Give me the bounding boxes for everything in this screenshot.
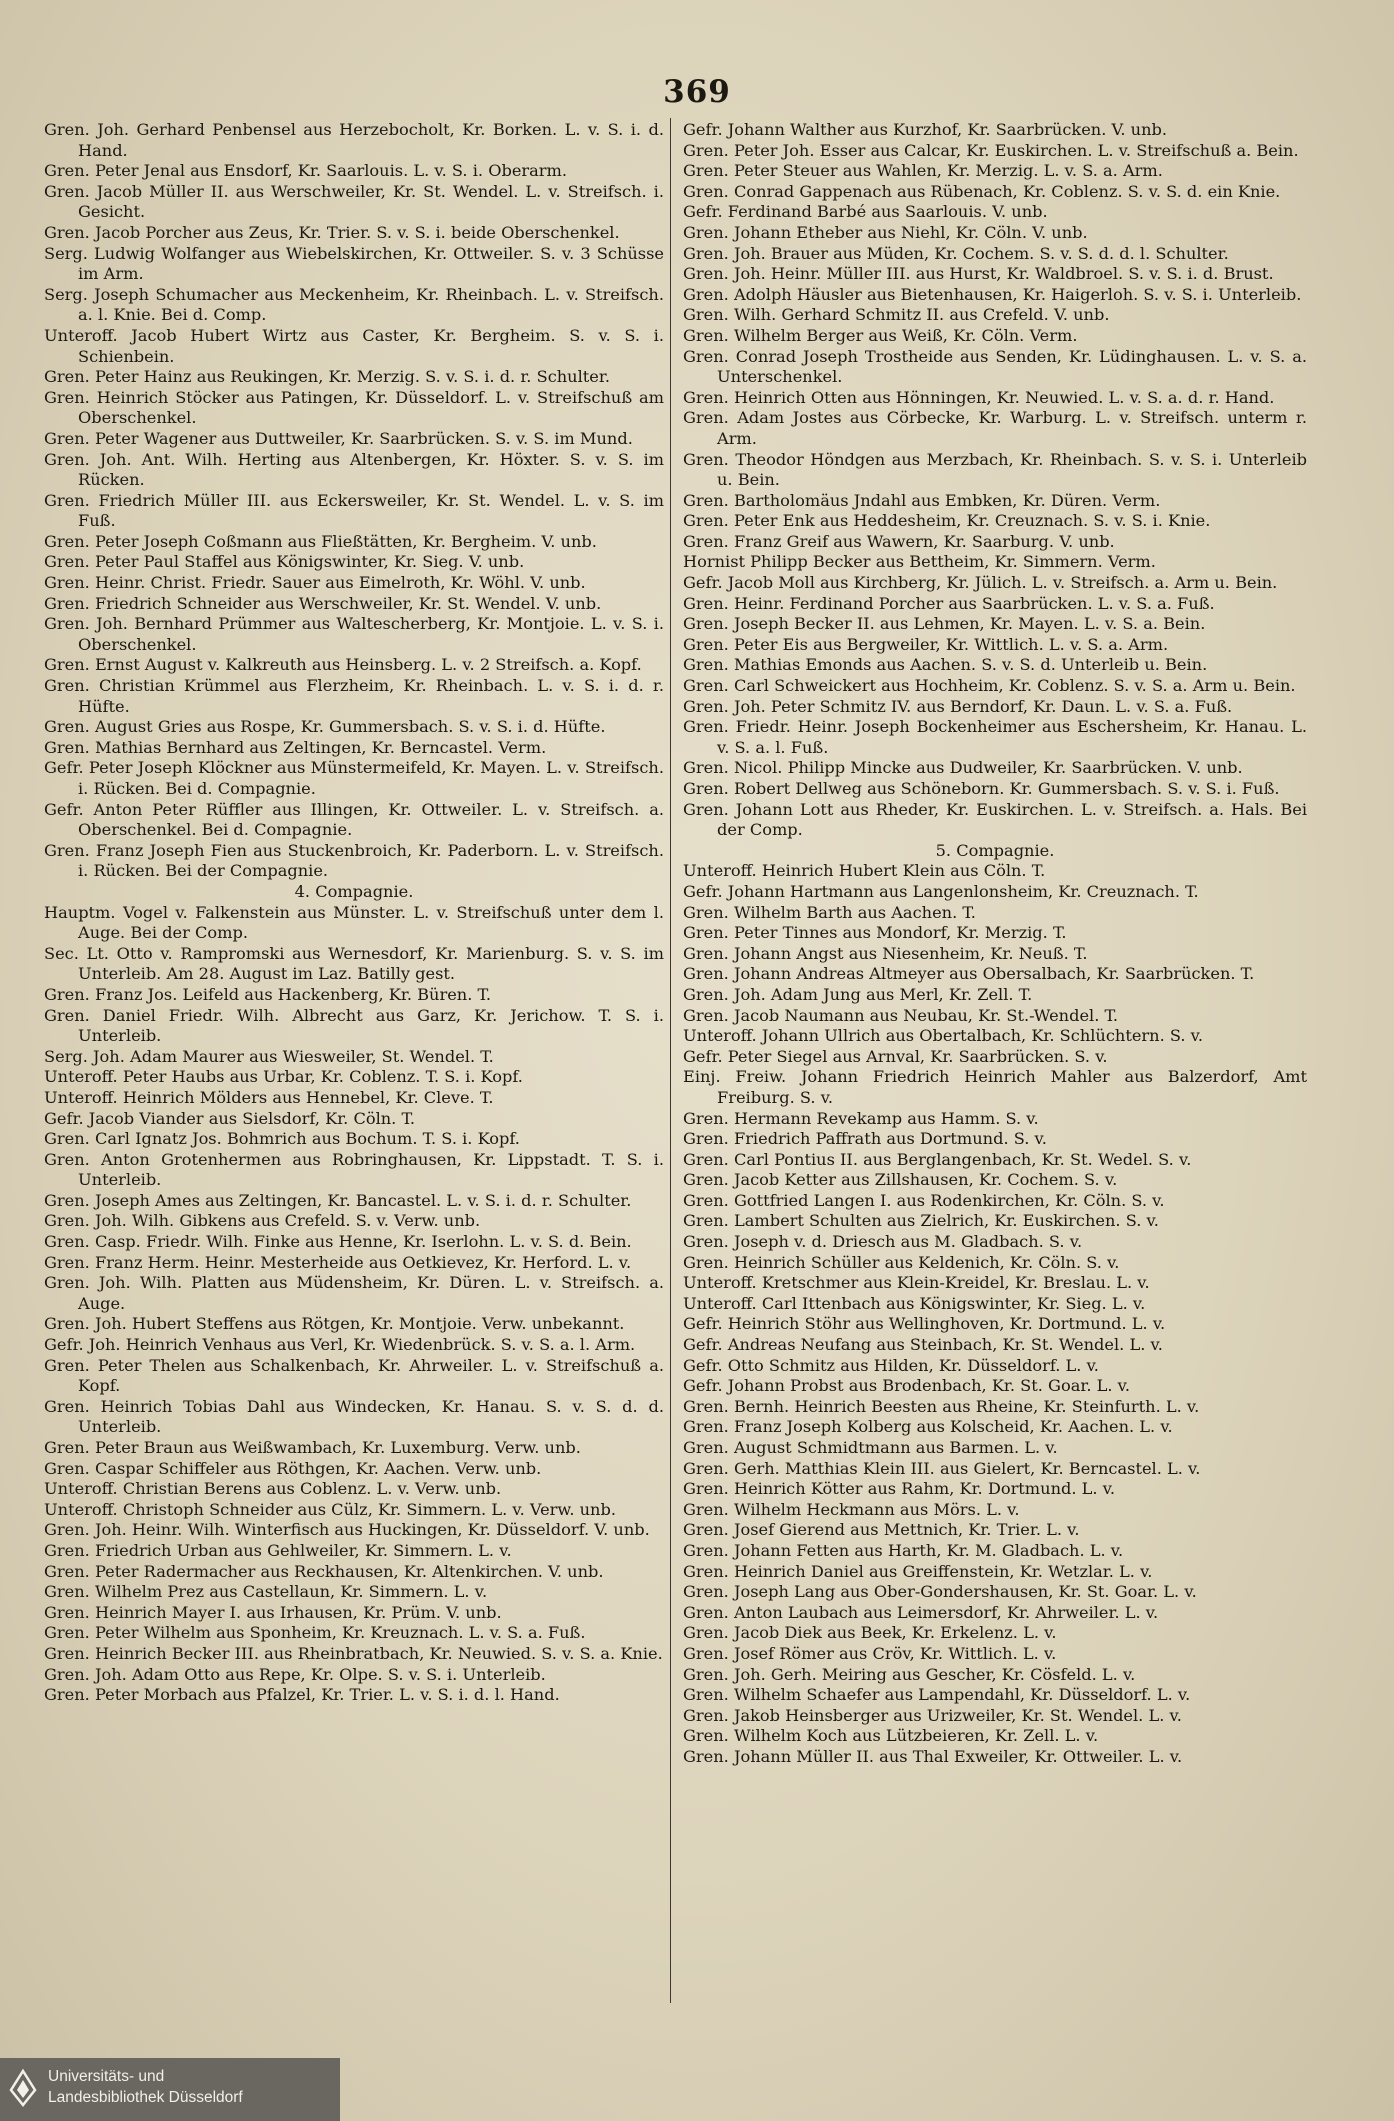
casualty-entry: Gren. Hermann Revekamp aus Hamm. S. v. bbox=[683, 1108, 1039, 1128]
casualty-entry: Gren. Heinrich Tobias Dahl aus Windecken, Kr. Hanau. S. v. S. d. d. Unterleib. bbox=[44, 1396, 664, 1437]
casualty-entry: Hauptm. Vogel v. Falkenstein aus Münster. L. v. Streifschuß unter dem l. Auge. Bei der Comp. bbox=[44, 902, 664, 943]
casualty-entry: Unteroff. Kretschmer aus Klein-Kreidel, Kr. Breslau. L. v. bbox=[683, 1273, 1150, 1293]
casualty-entry: Gren. Johann Andreas Altmeyer aus Obersalbach, Kr. Saarbrücken. T. bbox=[683, 964, 1255, 984]
casualty-entry: Gren. Mathias Emonds aus Aachen. S. v. S. d. Unterleib u. Bein. bbox=[683, 655, 1208, 675]
casualty-entry: Unteroff. Johann Ullrich aus Obertalbach, Kr. Schlüchtern. S. v. bbox=[683, 1026, 1204, 1046]
casualty-entry: Gren. Peter Hainz aus Reukingen, Kr. Merzig. S. v. S. i. d. r. Schulter. bbox=[44, 367, 610, 387]
casualty-entry: Gren. Anton Grotenhermen aus Robringhausen, Kr. Lippstadt. T. S. i. Unterleib. bbox=[44, 1149, 664, 1190]
casualty-entry: Gren. Joh. Heinr. Müller III. aus Hurst, Kr. Waldbroel. S. v. S. i. d. Brust. bbox=[683, 264, 1274, 284]
casualty-entry: Gren. Peter Wilhelm aus Sponheim, Kr. Kreuznach. L. v. S. a. Fuß. bbox=[44, 1623, 586, 1643]
casualty-entry: Gren. Joseph v. d. Driesch aus M. Gladbach. S. v. bbox=[683, 1232, 1083, 1252]
casualty-entry: Gefr. Peter Joseph Klöckner aus Münstermeifeld, Kr. Mayen. L. v. Streifsch. i. Rücken. Bei d. Compagnie. bbox=[44, 758, 664, 798]
casualty-entry: Unteroff. Peter Haubs aus Urbar, Kr. Coblenz. T. S. i. Kopf. bbox=[44, 1067, 523, 1087]
casualty-entry: Gren. Heinrich Becker III. aus Rheinbratbach, Kr. Neuwied. S. v. S. a. Knie. bbox=[44, 1643, 663, 1663]
casualty-entry: Gren. Carl Pontius II. aus Berglangenbach, Kr. St. Wedel. S. v. bbox=[683, 1149, 1192, 1169]
casualty-entry: Gren. Peter Tinnes aus Mondorf, Kr. Merzig. T. bbox=[683, 923, 1067, 943]
casualty-entry: Gefr. Heinrich Stöhr aus Wellinghoven, Kr. Dortmund. L. v. bbox=[683, 1314, 1166, 1334]
casualty-entry: Gren. Peter Steuer aus Wahlen, Kr. Merzig. L. v. S. a. Arm. bbox=[683, 161, 1163, 181]
casualty-entry: Gren. August Gries aus Rospe, Kr. Gummersbach. S. v. S. i. d. Hüfte. bbox=[44, 717, 606, 737]
casualty-entry: Gren. Wilhelm Berger aus Weiß, Kr. Cöln. Verm. bbox=[683, 325, 1078, 345]
casualty-entry: Gefr. Anton Peter Rüffler aus Illingen, Kr. Ottweiler. L. v. Streifsch. a. Oberschenkel. Bei d. Compagnie. bbox=[44, 799, 664, 840]
casualty-entry: Gren. Joh. Gerhard Penbensel aus Herzebocholt, Kr. Borken. L. v. S. i. d. Hand. bbox=[44, 120, 664, 160]
footer-line-2: Landesbibliothek Düsseldorf bbox=[48, 2089, 243, 2106]
casualty-entry: Gren. Joh. Brauer aus Müden, Kr. Cochem. S. v. S. d. d. l. Schulter. bbox=[683, 243, 1229, 263]
casualty-entry: Gren. August Schmidtmann aus Barmen. L. v. bbox=[683, 1438, 1058, 1457]
casualty-entry: Unteroff. Christian Berens aus Coblenz. L. v. Verw. unb. bbox=[44, 1479, 502, 1499]
casualty-entry: Gren. Johann Müller II. aus Thal Exweiler, Kr. Ottweiler. L. v. bbox=[683, 1746, 1183, 1766]
casualty-entry: Gren. Heinrich Mayer I. aus Irhausen, Kr. Prüm. V. unb. bbox=[44, 1602, 502, 1622]
casualty-entry: Serg. Ludwig Wolfanger aus Wiebelskirchen, Kr. Ottweiler. S. v. 3 Schüsse im Arm. bbox=[44, 243, 664, 284]
left-column bbox=[44, 120, 664, 1706]
section-heading: 4. Compagnie. bbox=[294, 881, 414, 901]
ulb-logo-icon bbox=[8, 2068, 38, 2108]
casualty-entry: Gefr. Peter Siegel aus Arnval, Kr. Saarbrücken. S. v. bbox=[683, 1046, 1108, 1066]
casualty-entry: Unteroff. Carl Ittenbach aus Königswinter, Kr. Sieg. L. v. bbox=[683, 1293, 1146, 1313]
casualty-entry: Gefr. Jacob Moll aus Kirchberg, Kr. Jülich. L. v. Streifsch. a. Arm u. Bein. bbox=[683, 573, 1278, 593]
casualty-entry: Gren. Heinrich Stöcker aus Patingen, Kr. Düsseldorf. L. v. Streifschuß am Oberschenkel. bbox=[44, 387, 664, 428]
column-divider bbox=[670, 118, 671, 2003]
casualty-entry: Gren. Jacob Müller II. aus Werschweiler, Kr. St. Wendel. L. v. Streifsch. i. Gesicht. bbox=[44, 181, 664, 222]
casualty-entry: Gren. Joh. Heinr. Wilh. Winterfisch aus Huckingen, Kr. Düsseldorf. V. unb. bbox=[44, 1520, 650, 1540]
casualty-entry: Gren. Gerh. Matthias Klein III. aus Gielert, Kr. Berncastel. L. v. bbox=[683, 1458, 1201, 1478]
casualty-entry: Gefr. Johann Hartmann aus Langenlonsheim, Kr. Creuznach. T. bbox=[683, 881, 1199, 901]
casualty-entry: Unteroff. Heinrich Mölders aus Hennebel, Kr. Cleve. T. bbox=[44, 1087, 494, 1107]
casualty-entry: Gren. Franz Herm. Heinr. Mesterheide aus Oetkievez, Kr. Herford. L. v. bbox=[44, 1252, 632, 1272]
casualty-entry: Gefr. Johann Walther aus Kurzhof, Kr. Saarbrücken. V. unb. bbox=[683, 120, 1168, 139]
right-column bbox=[683, 120, 1307, 1768]
casualty-entry: Gren. Gottfried Langen I. aus Rodenkirchen, Kr. Cöln. S. v. bbox=[683, 1190, 1165, 1210]
casualty-entry: Gren. Wilhelm Koch aus Lützbeieren, Kr. Zell. L. v. bbox=[683, 1726, 1099, 1746]
casualty-entry: Gren. Josef Römer aus Cröv, Kr. Wittlich. L. v. bbox=[683, 1643, 1057, 1663]
casualty-entry: Gren. Peter Paul Staffel aus Königswinter, Kr. Sieg. V. unb. bbox=[44, 552, 525, 572]
casualty-entry: Gren. Joh. Hubert Steffens aus Rötgen, Kr. Montjoie. Verw. unbekannt. bbox=[44, 1314, 625, 1334]
casualty-entry: Gren. Carl Schweickert aus Hochheim, Kr. Coblenz. S. v. S. a. Arm u. Bein. bbox=[683, 676, 1296, 696]
casualty-entry: Gren. Christian Krümmel aus Flerzheim, Kr. Rheinbach. L. v. S. i. d. r. Hüfte. bbox=[44, 676, 664, 716]
casualty-entry: Gren. Wilhelm Heckmann aus Mörs. L. v. bbox=[683, 1499, 1020, 1519]
casualty-entry: Gren. Caspar Schiffeler aus Röthgen, Kr. Aachen. Verw. unb. bbox=[44, 1458, 542, 1478]
casualty-entry: Gren. Peter Jenal aus Ensdorf, Kr. Saarlouis. L. v. S. i. Oberarm. bbox=[44, 161, 568, 181]
casualty-entry: Gren. Nicol. Philipp Mincke aus Dudweiler, Kr. Saarbrücken. V. unb. bbox=[683, 758, 1243, 778]
casualty-entry: Gren. Friedrich Müller III. aus Eckersweiler, Kr. St. Wendel. L. v. S. im Fuß. bbox=[44, 490, 664, 531]
casualty-entry: Gren. Mathias Bernhard aus Zeltingen, Kr. Berncastel. Verm. bbox=[44, 737, 547, 757]
casualty-entry: Gren. Heinrich Schüller aus Keldenich, Kr. Cöln. S. v. bbox=[683, 1252, 1120, 1272]
casualty-entry: Gefr. Andreas Neufang aus Steinbach, Kr. St. Wendel. L. v. bbox=[683, 1335, 1163, 1355]
casualty-entry: Unteroff. Jacob Hubert Wirtz aus Caster, Kr. Bergheim. S. v. S. i. Schienbein. bbox=[44, 325, 664, 366]
casualty-entry: Gren. Peter Eis aus Bergweiler, Kr. Wittlich. L. v. S. a. Arm. bbox=[683, 634, 1169, 654]
casualty-entry: Gren. Joh. Peter Schmitz IV. aus Berndorf, Kr. Daun. L. v. S. a. Fuß. bbox=[683, 696, 1233, 716]
casualty-entry: Gren. Franz Jos. Leifeld aus Hackenberg, Kr. Büren. T. bbox=[44, 984, 492, 1004]
casualty-entry: Gren. Heinr. Ferdinand Porcher aus Saarbrücken. L. v. S. a. Fuß. bbox=[683, 593, 1215, 613]
casualty-entry: Gren. Friedrich Urban aus Gehlweiler, Kr. Simmern. L. v. bbox=[44, 1540, 512, 1560]
casualty-entry: Gren. Peter Thelen aus Schalkenbach, Kr. Ahrweiler. L. v. Streifschuß a. Kopf. bbox=[44, 1355, 664, 1396]
library-footer bbox=[0, 2058, 340, 2121]
casualty-entry: Gren. Robert Dellweg aus Schöneborn. Kr. Gummersbach. S. v. S. i. Fuß. bbox=[683, 779, 1280, 798]
casualty-entry: Gren. Lambert Schulten aus Zielrich, Kr. Euskirchen. S. v. bbox=[683, 1211, 1159, 1231]
casualty-entry: Gren. Joh. Ant. Wilh. Herting aus Altenbergen, Kr. Höxter. S. v. S. im Rücken. bbox=[44, 449, 664, 490]
casualty-entry: Gren. Johann Angst aus Niesenheim, Kr. Neuß. T. bbox=[683, 943, 1088, 963]
casualty-entry: Gren. Wilh. Gerhard Schmitz II. aus Crefeld. V. unb. bbox=[683, 305, 1110, 325]
casualty-entry: Gren. Josef Gierend aus Mettnich, Kr. Trier. L. v. bbox=[683, 1520, 1080, 1540]
casualty-entry: Gren. Johann Lott aus Rheder, Kr. Euskirchen. L. v. Streifsch. a. Hals. Bei der Comp. bbox=[683, 799, 1307, 840]
casualty-entry: Gren. Joh. Wilh. Platten aus Müdensheim, Kr. Düren. L. v. Streifsch. a. Auge. bbox=[44, 1273, 664, 1313]
section-heading: 5. Compagnie. bbox=[935, 840, 1055, 860]
casualty-entry: Gren. Joseph Ames aus Zeltingen, Kr. Bancastel. L. v. S. i. d. r. Schulter. bbox=[44, 1190, 632, 1210]
casualty-entry: Gren. Conrad Joseph Trostheide aus Senden, Kr. Lüdinghausen. L. v. S. a. Unterschenkel. bbox=[683, 346, 1307, 387]
casualty-entry: Gefr. Otto Schmitz aus Hilden, Kr. Düsseldorf. L. v. bbox=[683, 1355, 1099, 1375]
casualty-entry: Gren. Daniel Friedr. Wilh. Albrecht aus Garz, Kr. Jerichow. T. S. i. Unterleib. bbox=[44, 1005, 664, 1046]
casualty-entry: Serg. Joh. Adam Maurer aus Wiesweiler, St. Wendel. T. bbox=[44, 1046, 494, 1066]
casualty-entry: Gren. Franz Joseph Kolberg aus Kolscheid, Kr. Aachen. L. v. bbox=[683, 1417, 1173, 1437]
casualty-entry: Gren. Joh. Gerh. Meiring aus Gescher, Kr. Cösfeld. L. v. bbox=[683, 1664, 1136, 1684]
casualty-entry: Gren. Anton Laubach aus Leimersdorf, Kr. Ahrweiler. L. v. bbox=[683, 1602, 1159, 1622]
casualty-entry: Gefr. Joh. Heinrich Venhaus aus Verl, Kr. Wiedenbrück. S. v. S. a. l. Arm. bbox=[44, 1335, 636, 1355]
casualty-entry: Gren. Carl Ignatz Jos. Bohmrich aus Bochum. T. S. i. Kopf. bbox=[44, 1129, 520, 1149]
casualty-entry: Gren. Peter Joseph Coßmann aus Fließtätten, Kr. Bergheim. V. unb. bbox=[44, 531, 597, 551]
footer-line-1: Universitäts- und bbox=[48, 2068, 165, 2085]
casualty-entry: Gren. Franz Joseph Fien aus Stuckenbroich, Kr. Paderborn. L. v. Streifsch. i. Rücken. Bei der Compagnie. bbox=[44, 840, 664, 881]
casualty-entry: Gren. Peter Braun aus Weißwambach, Kr. Luxemburg. Verw. unb. bbox=[44, 1438, 581, 1457]
casualty-entry: Gren. Franz Greif aus Wawern, Kr. Saarburg. V. unb. bbox=[683, 531, 1115, 551]
casualty-entry: Gren. Johann Etheber aus Niehl, Kr. Cöln. V. unb. bbox=[683, 222, 1088, 242]
casualty-entry: Einj. Freiw. Johann Friedrich Heinrich Mahler aus Balzerdorf, Amt Freiburg. S. v. bbox=[683, 1067, 1307, 1107]
page-number: 369 bbox=[663, 74, 731, 110]
casualty-entry: Hornist Philipp Becker aus Bettheim, Kr. Simmern. Verm. bbox=[683, 552, 1156, 572]
casualty-entry: Unteroff. Heinrich Hubert Klein aus Cöln. T. bbox=[683, 861, 1046, 881]
casualty-entry: Gren. Peter Morbach aus Pfalzel, Kr. Trier. L. v. S. i. d. l. Hand. bbox=[44, 1685, 560, 1705]
casualty-entry: Gefr. Johann Probst aus Brodenbach, Kr. St. Goar. L. v. bbox=[683, 1376, 1131, 1396]
casualty-entry: Gren. Joh. Adam Otto aus Repe, Kr. Olpe. S. v. S. i. Unterleib. bbox=[44, 1664, 546, 1684]
casualty-entry: Gren. Conrad Gappenach aus Rübenach, Kr. Coblenz. S. v. S. d. ein Knie. bbox=[683, 181, 1281, 201]
casualty-entry: Gren. Peter Radermacher aus Reckhausen, Kr. Altenkirchen. V. unb. bbox=[44, 1561, 604, 1581]
casualty-entry: Gren. Joh. Wilh. Gibkens aus Crefeld. S. v. Verw. unb. bbox=[44, 1211, 481, 1231]
casualty-entry: Gefr. Ferdinand Barbé aus Saarlouis. V. unb. bbox=[683, 202, 1048, 222]
casualty-entry: Gren. Jacob Ketter aus Zillshausen, Kr. Cochem. S. v. bbox=[683, 1170, 1118, 1190]
casualty-entry: Gren. Casp. Friedr. Wilh. Finke aus Henne, Kr. Iserlohn. L. v. S. d. Bein. bbox=[44, 1232, 632, 1252]
casualty-entry: Gren. Joh. Adam Jung aus Merl, Kr. Zell. T. bbox=[683, 984, 1033, 1004]
casualty-entry: Gefr. Jacob Viander aus Sielsdorf, Kr. Cöln. T. bbox=[44, 1108, 416, 1128]
casualty-entry: Gren. Bernh. Heinrich Beesten aus Rheine, Kr. Steinfurth. L. v. bbox=[683, 1396, 1200, 1416]
casualty-entry: Gren. Heinr. Christ. Friedr. Sauer aus Eimelroth, Kr. Wöhl. V. unb. bbox=[44, 573, 586, 593]
casualty-entry: Gren. Jacob Diek aus Beek, Kr. Erkelenz. L. v. bbox=[683, 1623, 1057, 1643]
casualty-entry: Gren. Bartholomäus Jndahl aus Embken, Kr. Düren. Verm. bbox=[683, 490, 1161, 510]
casualty-entry: Gren. Friedr. Heinr. Joseph Bockenheimer aus Eschersheim, Kr. Hanau. L. v. S. a. l. Fuß. bbox=[683, 717, 1307, 757]
casualty-entry: Gren. Wilhelm Prez aus Castellaun, Kr. Simmern. L. v. bbox=[44, 1582, 488, 1602]
casualty-entry: Gren. Johann Fetten aus Harth, Kr. M. Gladbach. L. v. bbox=[683, 1540, 1124, 1560]
casualty-entry: Sec. Lt. Otto v. Rampromski aus Wernesdorf, Kr. Marienburg. S. v. S. im Unterleib. Am 28. August im Laz. Batilly gest. bbox=[44, 943, 664, 984]
casualty-entry: Gren. Jakob Heinsberger aus Urizweiler, Kr. St. Wendel. L. v. bbox=[683, 1705, 1182, 1725]
casualty-entry: Serg. Joseph Schumacher aus Meckenheim, Kr. Rheinbach. L. v. Streifsch. a. l. Knie. Bei d. Comp. bbox=[44, 284, 664, 325]
casualty-entry: Gren. Joseph Lang aus Ober-Gondershausen, Kr. St. Goar. L. v. bbox=[683, 1582, 1197, 1602]
casualty-entry: Gren. Theodor Höndgen aus Merzbach, Kr. Rheinbach. S. v. S. i. Unterleib u. Bein. bbox=[683, 449, 1307, 490]
casualty-entry: Gren. Peter Wagener aus Duttweiler, Kr. Saarbrücken. S. v. S. im Mund. bbox=[44, 428, 633, 448]
casualty-entry: Gren. Heinrich Otten aus Hönningen, Kr. Neuwied. L. v. S. a. d. r. Hand. bbox=[683, 387, 1275, 407]
casualty-entry: Gren. Friedrich Schneider aus Werschweiler, Kr. St. Wendel. V. unb. bbox=[44, 593, 602, 613]
casualty-entry: Gren. Joseph Becker II. aus Lehmen, Kr. Mayen. L. v. S. a. Bein. bbox=[683, 614, 1206, 634]
casualty-entry: Gren. Adam Jostes aus Cörbecke, Kr. Warburg. L. v. Streifsch. unterm r. Arm. bbox=[683, 408, 1307, 448]
casualty-entry: Gren. Jacob Naumann aus Neubau, Kr. St.-Wendel. T. bbox=[683, 1005, 1119, 1025]
casualty-entry: Gren. Peter Enk aus Heddesheim, Kr. Creuznach. S. v. S. i. Knie. bbox=[683, 511, 1211, 531]
casualty-entry: Gren. Ernst August v. Kalkreuth aus Heinsberg. L. v. 2 Streifsch. a. Kopf. bbox=[44, 655, 642, 675]
casualty-entry: Gren. Heinrich Daniel aus Greiffenstein, Kr. Wetzlar. L. v. bbox=[683, 1561, 1153, 1581]
casualty-entry: Gren. Joh. Bernhard Prümmer aus Waltescherberg, Kr. Montjoie. L. v. S. i. Oberschenkel. bbox=[44, 614, 664, 654]
casualty-entry: Unteroff. Christoph Schneider aus Cülz, Kr. Simmern. L. v. Verw. unb. bbox=[44, 1499, 616, 1519]
casualty-entry: Gren. Adolph Häusler aus Bietenhausen, Kr. Haigerloh. S. v. S. i. Unterleib. bbox=[683, 284, 1302, 304]
casualty-entry: Gren. Jacob Porcher aus Zeus, Kr. Trier. S. v. S. i. beide Oberschenkel. bbox=[44, 222, 620, 242]
casualty-entry: Gren. Wilhelm Schaefer aus Lampendahl, Kr. Düsseldorf. L. v. bbox=[683, 1685, 1191, 1705]
casualty-entry: Gren. Heinrich Kötter aus Rahm, Kr. Dortmund. L. v. bbox=[683, 1479, 1116, 1499]
casualty-entry: Gren. Wilhelm Barth aus Aachen. T. bbox=[683, 902, 976, 922]
casualty-entry: Gren. Peter Joh. Esser aus Calcar, Kr. Euskirchen. L. v. Streifschuß a. Bein. bbox=[683, 140, 1299, 160]
casualty-entry: Gren. Friedrich Paffrath aus Dortmund. S. v. bbox=[683, 1129, 1047, 1149]
